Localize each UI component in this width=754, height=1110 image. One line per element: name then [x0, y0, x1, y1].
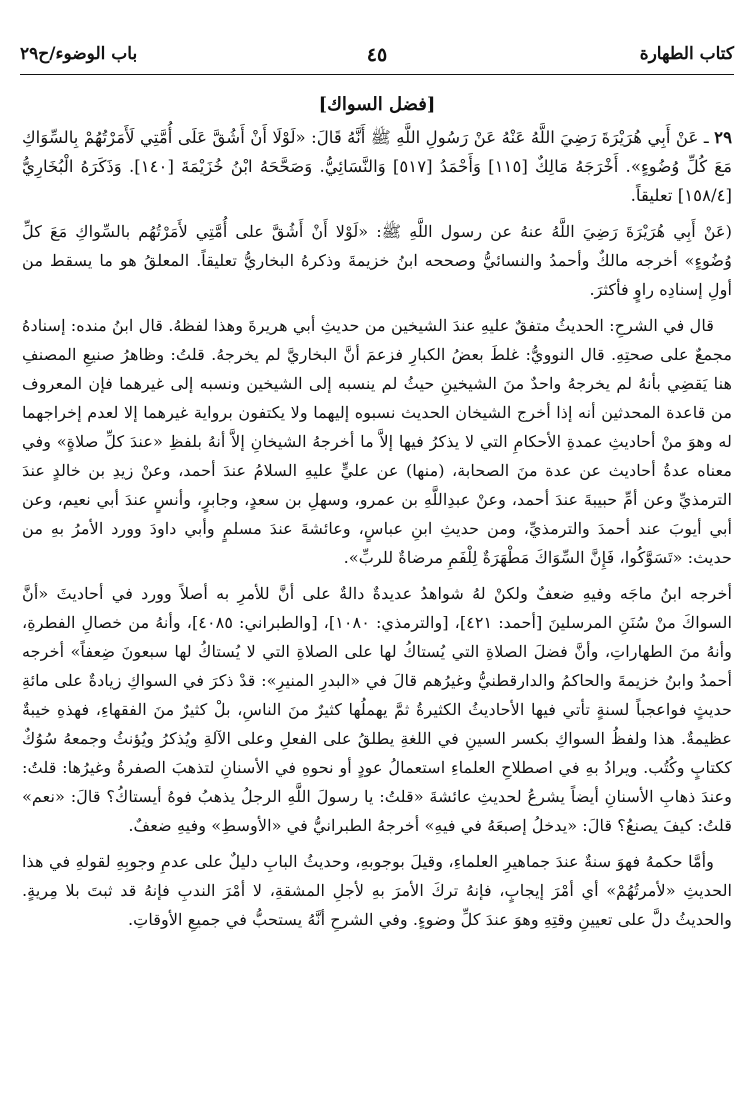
commentary-paragraph-1: (عَنْ أَبِي هُرَيْرَةَ رَضِيَ اللَّهُ عنهُ عن رسول اللَّهِ ﷺ: «لَوْلا أَنْ أَشُقَّ على أُمَّتِي لأَمَرْتُهُم بالسِّواكِ مَعَ كلِّ وُضُوءٍ» أخرجه مالكٌ وأحمدُ والنسائيُّ وصححه ابنُ خزيمةَ وذكرهُ البخاريُّ تعليقاً. المعلقُ هو ما يسقط من أولِ إسنادِه راوٍ فأكثرَ.: [22, 222, 732, 299]
commentary-paragraph-3: أخرجه ابنُ ماجَه وفيهِ ضعفٌ ولكنْ لهُ شواهدُ عديدةٌ دالةٌ على أنَّ للأمرِ به أصلاً وورد في أحاديثَ «أنَّ السواكَ منْ سُنَنِ المرسلينَ [أحمد: ٤٢١]، [والترمذي: ١٠٨٠]، [والطبراني: ٤٠٨٥]، وأنهُ من خصالِ الفطرةِ، وأنهُ منَ الطهاراتِ، وأنَّ فضلَ الصلاةِ التي يُستاكُ لها على الصلاةِ التي لا يُستاكُ لها سبعونَ ضِعفاً» أخرجه أحمدُ وابنُ خزيمةَ والحاكمُ والدارقطنيُّ وغيرُهم قالَ في «البدرِ المنيرِ»: قدْ ذكرَ في السواكِ زيادةٌ على مائةِ حديثٍ فواعجباً لسنةٍ تأتي فيها الأحاديثُ الكثيرةُ ثمَّ يهملُها كثيرٌ منَ الناسِ، بلْ كثيرٌ منَ الفقهاءِ، فهذهِ خيبةٌ عظيمةٌ. هذا ولفظُ السواكِ بكسر السينِ في اللغةِ يطلقُ على الفعلِ وعلى الآلةِ ويُذكرُ ويُؤنثُ وجمعهُ سُوُكٌ ككتابٍ وكُتُب. ويرادُ بهِ في اصطلاحِ العلماءِ استعمالُ عودٍ أو نحوهِ في الأسنانِ لتذهبَ الصفرةُ وغيرُها: قلتُ: وعندَ ذهابِ الأسنانِ أيضاً يشرعُ لحديثِ عائشةَ «قلتُ: يا رسولَ اللَّهِ الرجلُ يذهبُ فوهُ أيستاكُ؟ قالَ: «نعم» قلتُ: كيفَ يصنعُ؟ قالَ: «يدخلُ إصبعَهُ في فيهِ» أخرجهُ الطبرانيُّ في «الأوسطِ» وفيهِ ضعفٌ.: [22, 584, 732, 835]
book-title: كتاب الطهارة: [639, 44, 734, 64]
hadith-number: ٢٩: [714, 127, 732, 147]
chapter-reference: باب الوضوء/ح٢٩: [20, 44, 138, 64]
header-divider: [20, 74, 734, 75]
page-number: ٤٥: [366, 44, 388, 66]
hadith-text: [22, 123, 732, 210]
commentary-paragraph-4: وأمَّا حكمهُ فهوَ سنةٌ عندَ جماهيرِ العلماءِ، وقيلَ بوجوبهِ، وحديثُ البابِ دليلٌ على عدمِ وجوبِهِ لقولهِ في هذا الحديثِ «لأمرتُهُمْ» أي أمْرَ إيجابٍ، فإنهُ تركَ الأمرَ بهِ لأجلِ المشقةِ، لا أمْرَ الندبِ فإنهُ قد ثبتَ بلا مِريةٍ. والحديثُ دلَّ على تعيينِ وقتِهِ وهوَ عندَ كلِّ وضوءٍ. وفي الشرحِ أنَّهُ يستحبُّ في جميعِ الأوقاتِ.: [22, 852, 732, 929]
commentary-paragraph-2: قال في الشرحِ: الحديثُ متفقٌ عليهِ عندَ الشيخين من حديثِ أبي هريرةَ وهذا لفظهُ. قال ابنُ منده: إسنادهُ مجمعٌ على صحتِهِ. قال النوويُّ: غلطَ بعضُ الكبارِ فزعمَ أنَّ البخاريَّ لم يخرجهُ. قلتُ: وظاهرُ صنيعِ المصنفِ هنا يَقضِي بأنهُ لم يخرجهُ واحدٌ منَ الشيخينِ حيثُ لم ينسبه إلى الشيخين ونسبه إلى غيرهما فإن المعروف من قاعدة المحدثين أنه إذا أخرج الشيخان الحديث نسبوه إليهما ولا يكتفون برواية غيرهما إلا لعدم إخراجهما له وهوَ منْ أحاديثِ عمدةِ الأحكامِ التي لا يذكرُ فيها إلاَّ ما أخرجهُ الشيخانِ إلاَّ أنهُ بلفظِ «عندَ كلِّ صلاةٍ» وفي معناه عدةُ أحاديث عن عدة منَ الصحابة، (منها) عن عليٍّ عليهِ السلامُ عندَ أحمد، وعنْ زيدِ بن خالدٍ عندَ الترمذيِّ وعن أمِّ حبيبةَ عندَ أحمد، وعنْ عبدِاللَّهِ بن عمرو، وسهلِ بن سعدٍ، وجابرٍ، وأنسٍ عندَ أبي نعيم، وعن أبي أيوبَ عند أحمدَ والترمذيِّ، ومن حديثِ ابنِ عباسٍ، وعائشةَ عندَ مسلمٍ وأبي داودَ وورد الأمرُ بهِ من حديث: «تَسَوَّكُوا، فَإِنَّ السِّوَاكَ مَطْهَرَةٌ لِلْفَمِ مرضاةٌ للربِّ».: [22, 316, 732, 567]
section-title: [فضل السواك]: [318, 94, 436, 115]
page-header: [20, 40, 734, 74]
page-body: [22, 90, 732, 941]
hadith-body: ـ عَنْ أَبِي هُرَيْرَةَ رَضِيَ اللَّهُ عَنْهُ عَنْ رَسُولِ اللَّهِ ﷺ أَنَّهُ قَالَ: «لَوْلَا أَنْ أَشُقَّ عَلَى أُمَّتِي لَأَمَرْتُهُمْ بِالسِّوَاكِ مَعَ كُلِّ وُضُوءٍ». أَخْرَجَهُ مَالِكٌ [١١٥] وَأَحْمَدُ [٥١٧] وَالنَّسَائِيُّ. وَصَحَّحَهُ ابْنُ خُزَيْمَةَ [١٤٠]. وَذَكَرَهُ الْبُخَارِيُّ [١٥٨/٤] تعليقاً.: [22, 128, 732, 205]
